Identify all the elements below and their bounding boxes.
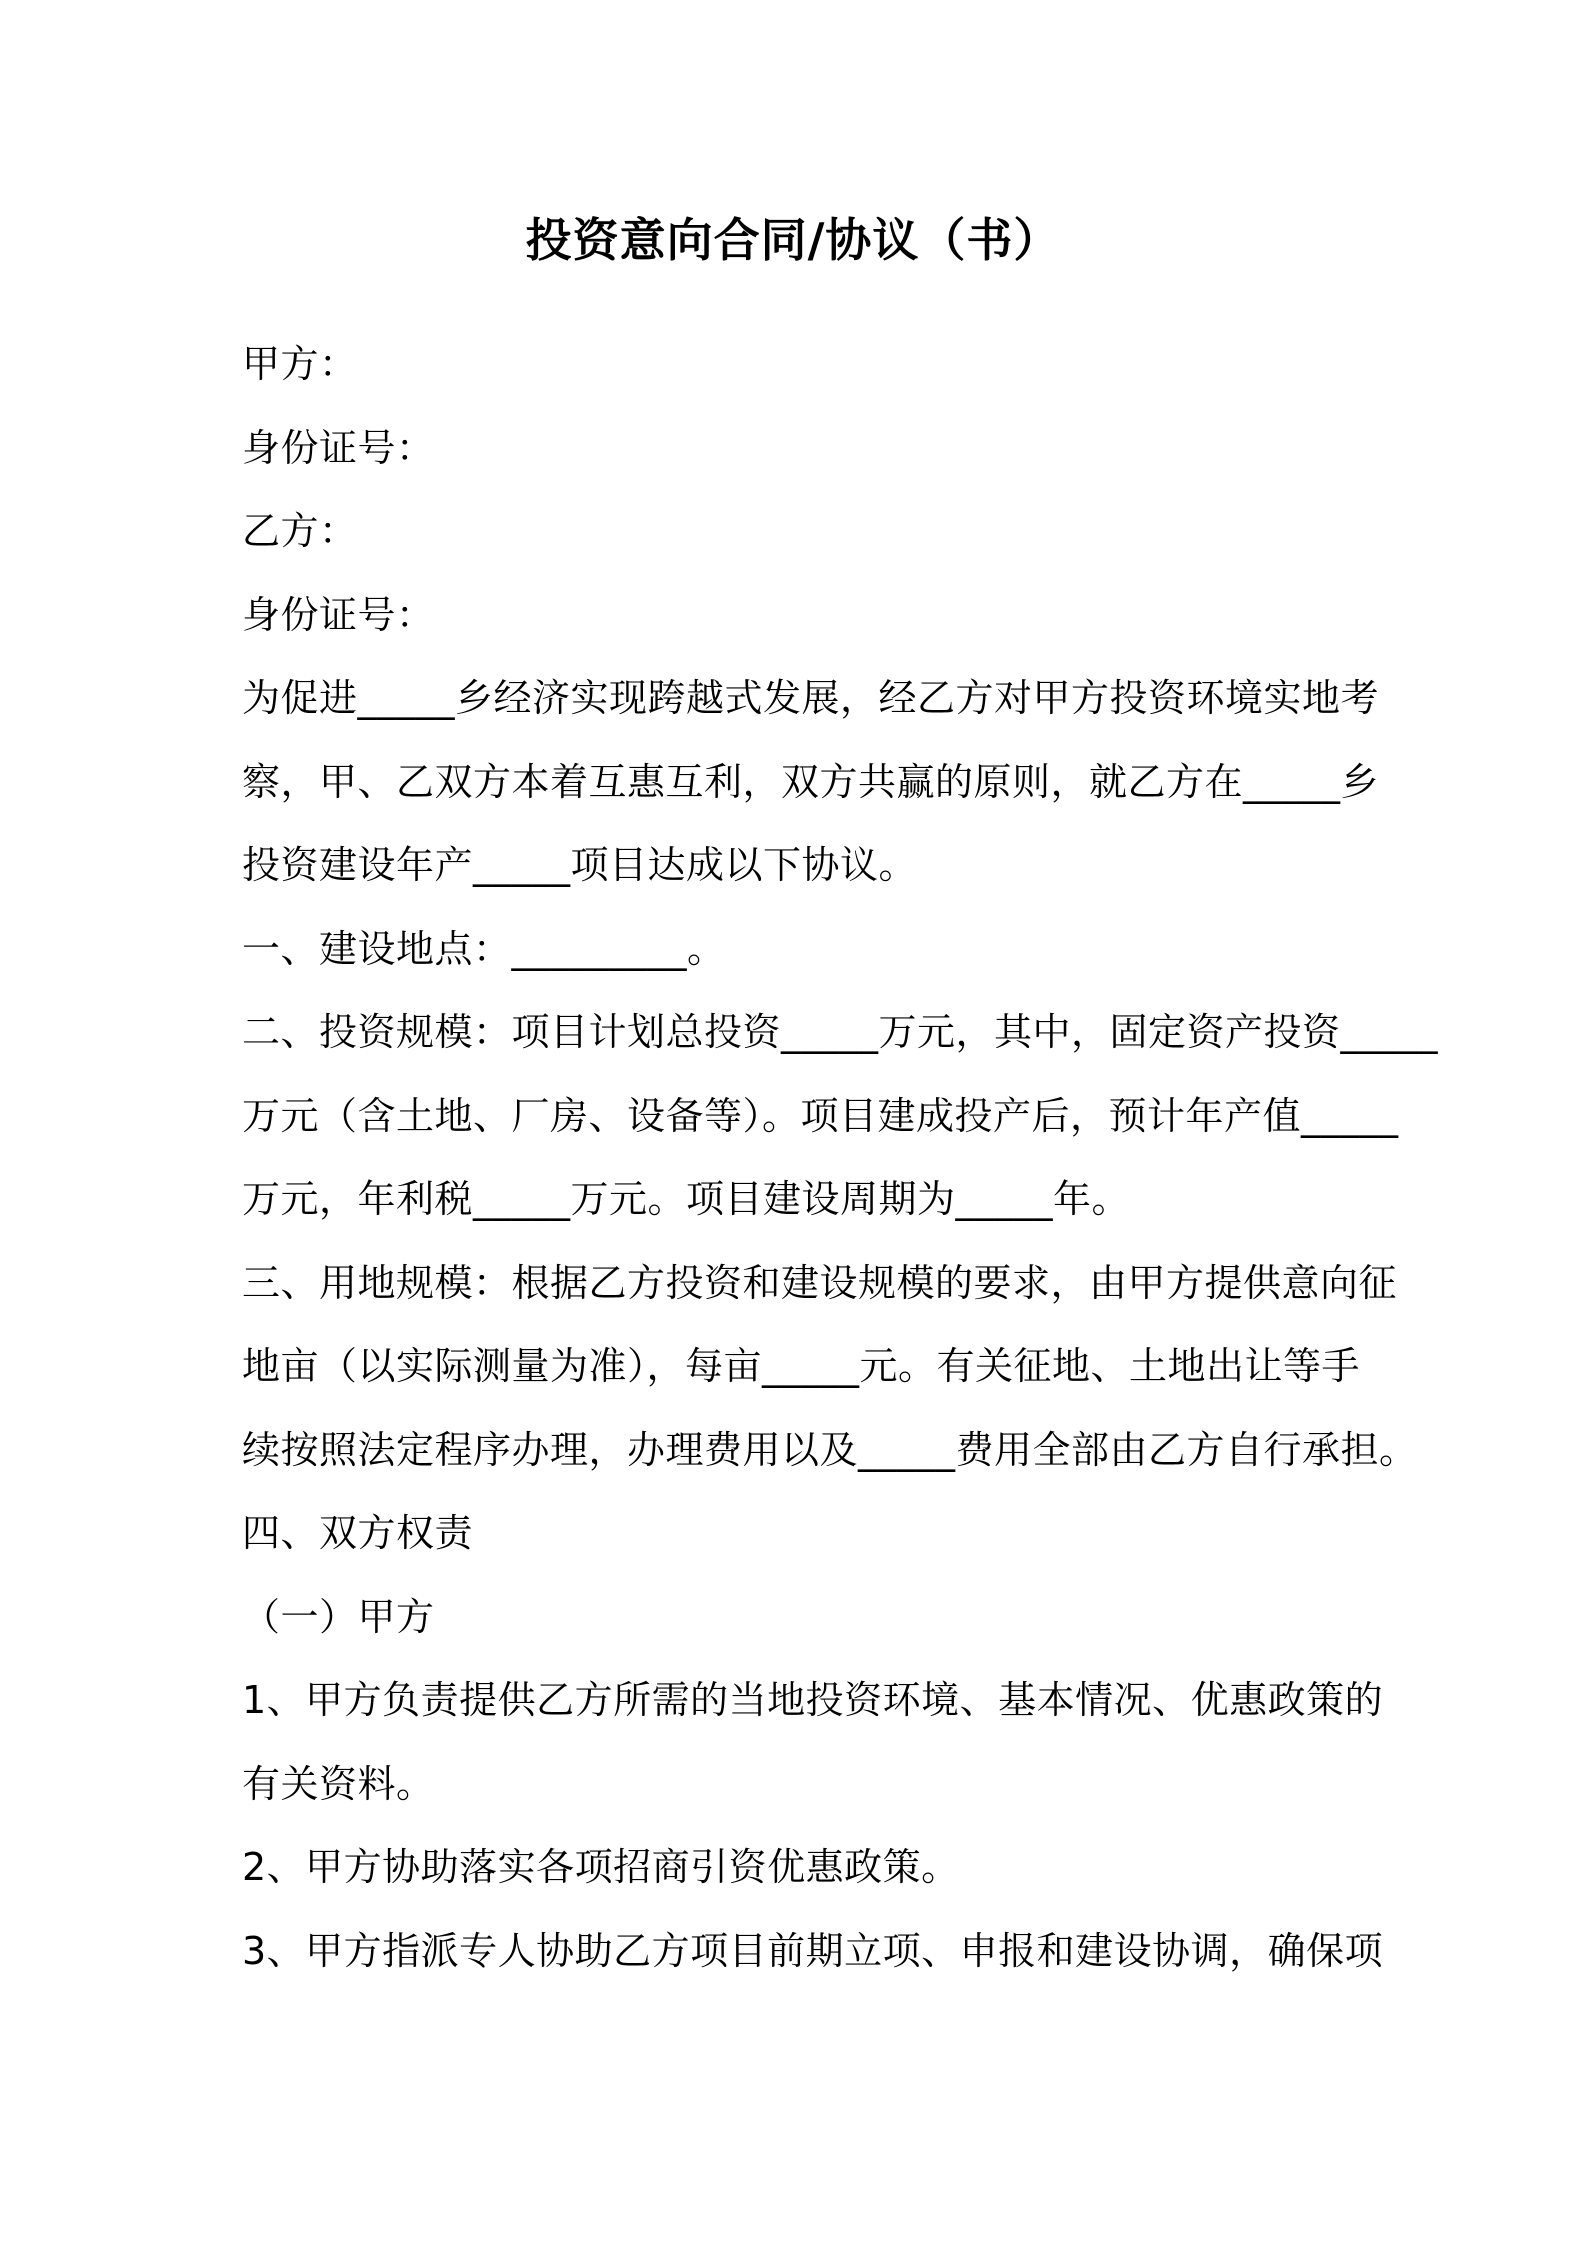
- preamble-line: 为促进_____乡经济实现跨越式发展，经乙方对甲方投资环境实地考: [242, 676, 1380, 720]
- party-a-duty-line: 2、甲方协助落实各项招商引资优惠政策。: [242, 1845, 960, 1889]
- party-a-line: 甲方：: [242, 342, 358, 386]
- party-a-subheading: （一）甲方: [242, 1594, 435, 1639]
- preamble-line: 投资建设年产_____项目达成以下协议。: [242, 843, 918, 887]
- clause-location-line: 一、建设地点：_________。: [242, 926, 726, 971]
- clause-land-line: 三、用地规模：根据乙方投资和建设规模的要求，由甲方提供意向征: [242, 1260, 1398, 1305]
- document-body: [242, 323, 1439, 1993]
- clause-investment-line: 二、投资规模：项目计划总投资_____万元，其中，固定资产投资_____: [242, 1010, 1439, 1054]
- party-a-id-line: 身份证号：: [242, 425, 435, 470]
- party-a-duty-line: 3、甲方指派专人协助乙方项目前期立项、申报和建设协调，确保项: [242, 1928, 1384, 1973]
- party-b-line: 乙方：: [242, 509, 358, 553]
- clause-investment-line: 万元，年利税_____万元。项目建设周期为_____年。: [242, 1177, 1131, 1221]
- document-title: 投资意向合同/协议（书）: [525, 213, 1061, 267]
- clause-land-line: 续按照法定程序办理，办理费用以及_____费用全部由乙方自行承担。: [242, 1427, 1418, 1472]
- party-b-id-line: 身份证号：: [242, 592, 435, 637]
- preamble-line: 察，甲、乙双方本着互惠互利，双方共赢的原则，就乙方在_____乡: [242, 759, 1380, 804]
- party-a-duty-line: 1、甲方负责提供乙方所需的当地投资环境、基本情况、优惠政策的: [242, 1678, 1384, 1722]
- clause-land-line: 地亩（以实际测量为准），每亩_____元。有关征地、土地出让等手: [242, 1344, 1361, 1388]
- clause-rights-heading: 四、双方权责: [242, 1511, 474, 1555]
- clause-investment-line: 万元（含土地、厂房、设备等）。项目建成投产后，预计年产值_____: [242, 1093, 1399, 1138]
- party-a-duty-line: 有关资料。: [242, 1761, 435, 1806]
